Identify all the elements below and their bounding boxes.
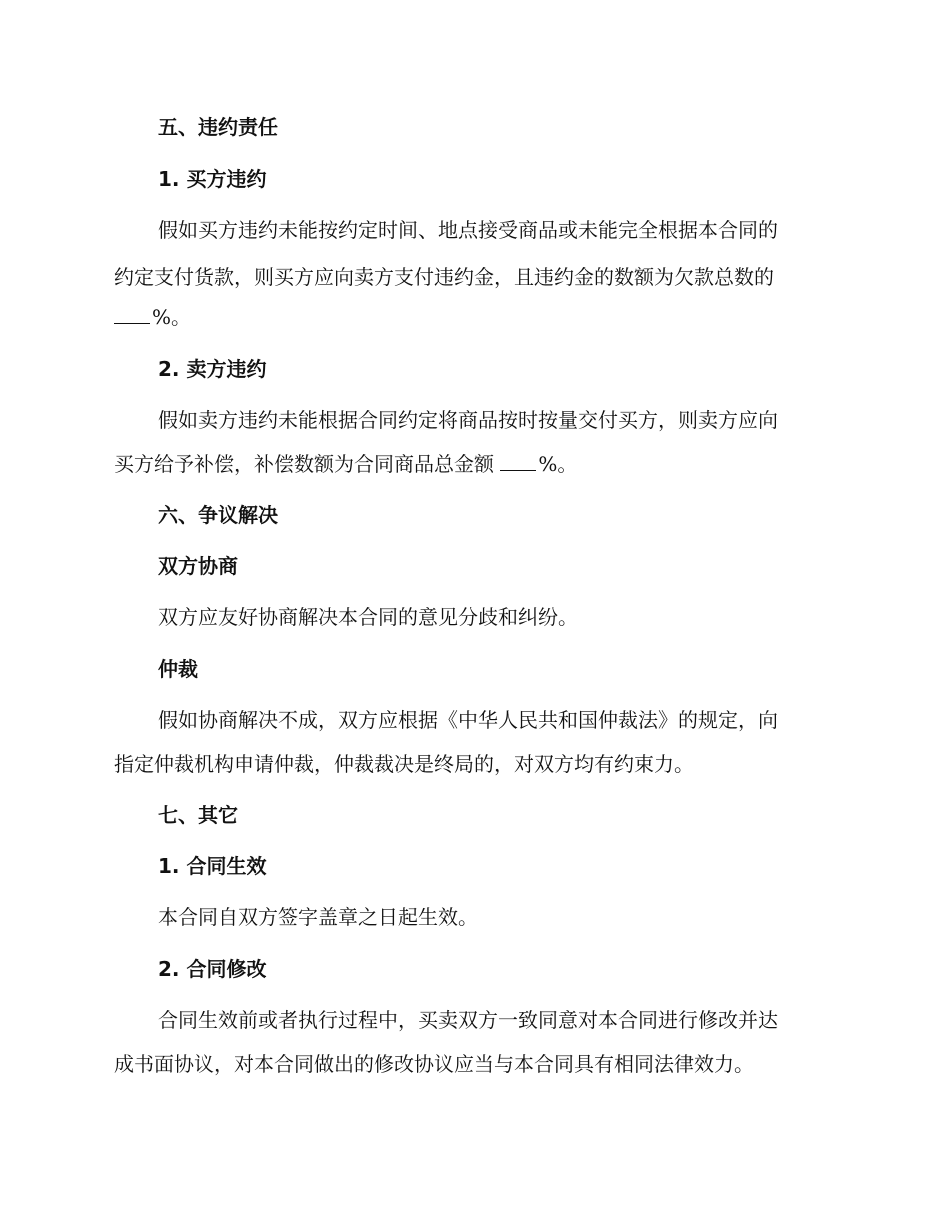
subheading-buyer-breach: 1. 买方违约 [158, 167, 267, 191]
paragraph-seller-breach-line2: 买方给予补偿，补偿数额为合同商品总金额 %。 [114, 452, 578, 476]
fill-in-blank[interactable] [500, 470, 536, 471]
subheading-contract-effectiveness: 1. 合同生效 [158, 854, 267, 878]
fill-in-blank[interactable] [114, 323, 150, 324]
paragraph-buyer-breach-line1: 假如买方违约未能按约定时间、地点接受商品或未能完全根据本合同的 [158, 218, 778, 242]
paragraph-buyer-breach-line3: %。 [114, 304, 950, 330]
paragraph-seller-breach-line1: 假如卖方违约未能根据合同约定将商品按时按量交付买方，则卖方应向 [158, 408, 778, 432]
subheading-contract-modification: 2. 合同修改 [158, 957, 267, 981]
paragraph-arbitration-line1: 假如协商解决不成，双方应根据《中华人民共和国仲裁法》的规定，向 [158, 708, 778, 732]
paragraph-buyer-breach-line2: 约定支付货款，则买方应向卖方支付违约金，且违约金的数额为欠款总数的 [114, 265, 774, 289]
paragraph-negotiation: 双方应友好协商解决本合同的意见分歧和纠纷。 [158, 605, 578, 629]
subheading-seller-breach: 2. 卖方违约 [158, 357, 267, 381]
section-heading-dispute-resolution: 六、争议解决 [158, 503, 278, 527]
section-heading-breach-liability: 五、违约责任 [158, 115, 278, 139]
paragraph-contract-effectiveness: 本合同自双方签字盖章之日起生效。 [158, 905, 478, 929]
section-heading-other: 七、其它 [158, 803, 238, 827]
paragraph-contract-modification-line2: 成书面协议，对本合同做出的修改协议应当与本合同具有相同法律效力。 [114, 1052, 754, 1076]
subheading-arbitration: 仲裁 [158, 657, 198, 681]
paragraph-arbitration-line2: 指定仲裁机构申请仲裁，仲裁裁决是终局的，对双方均有约束力。 [114, 752, 694, 776]
subheading-negotiation: 双方协商 [158, 554, 238, 578]
paragraph-contract-modification-line1: 合同生效前或者执行过程中，买卖双方一致同意对本合同进行修改并达 [158, 1008, 778, 1032]
